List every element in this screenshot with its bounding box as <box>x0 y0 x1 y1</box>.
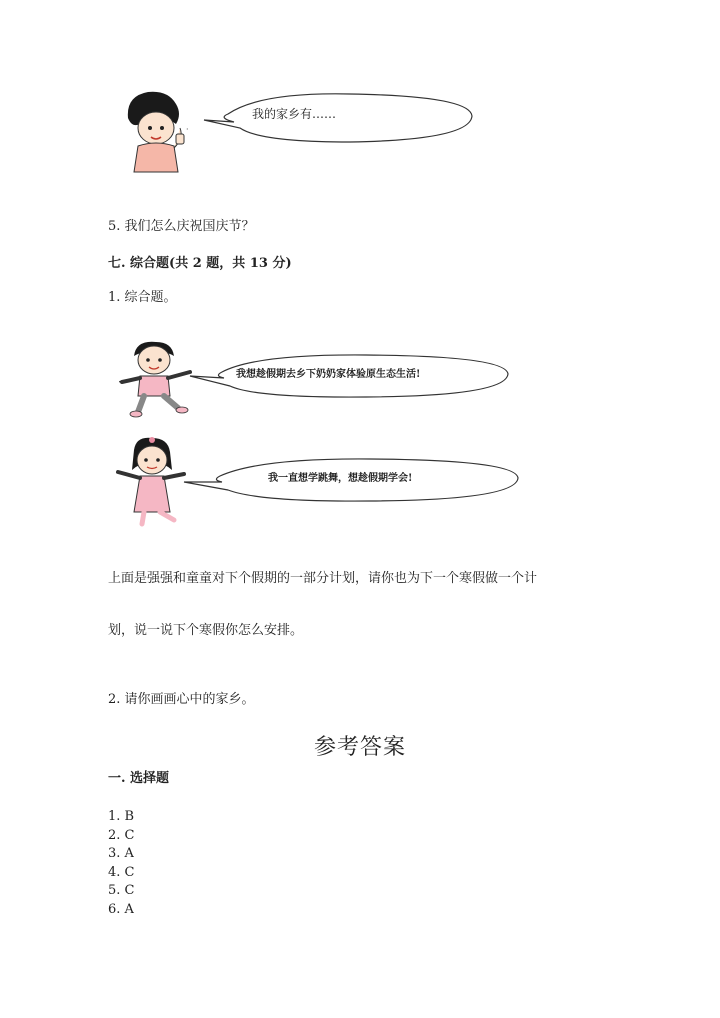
answer-item: 1. B <box>108 809 135 824</box>
section-7-question-1: 1. 综合题。 <box>108 290 177 305</box>
answer-item: 5. C <box>108 883 135 899</box>
question-5: 5. 我们怎么庆祝国庆节？ <box>108 219 255 234</box>
answer-item: 2. C <box>108 827 135 843</box>
answers-list <box>108 810 134 922</box>
child-illustration-1 <box>118 88 198 180</box>
answers-title: 参考答案 <box>313 735 406 760</box>
speech-bubble-boy-text: 我想趁假期去乡下奶奶家体验原生态生活! <box>236 369 421 380</box>
speech-bubble-girl-text: 我一直想学跳舞，想趁假期学会! <box>268 473 413 484</box>
section-7-heading: 七. 综合题(共 2 题，共 13 分) <box>108 256 292 271</box>
speech-bubble-1 <box>200 90 480 146</box>
speech-bubble-1-text: 我的家乡有…… <box>252 107 337 121</box>
answer-item: 3. A <box>108 846 134 862</box>
answer-item: 4. C <box>108 864 135 880</box>
section-7-question-2: 2. 请你画画心中的家乡。 <box>108 692 255 707</box>
svg-text:·: · <box>186 125 189 134</box>
instruction-line-2: 划，说一说下个寒假你怎么安排。 <box>108 623 304 638</box>
instruction-line-1: 上面是强强和童童对下个假期的一部分计划，请你也为下一个寒假做一个计 <box>108 571 538 586</box>
answer-item: 6. A <box>108 901 134 917</box>
stray-dot: · <box>118 375 122 389</box>
answers-section-1-heading: 一. 选择题 <box>108 771 170 786</box>
